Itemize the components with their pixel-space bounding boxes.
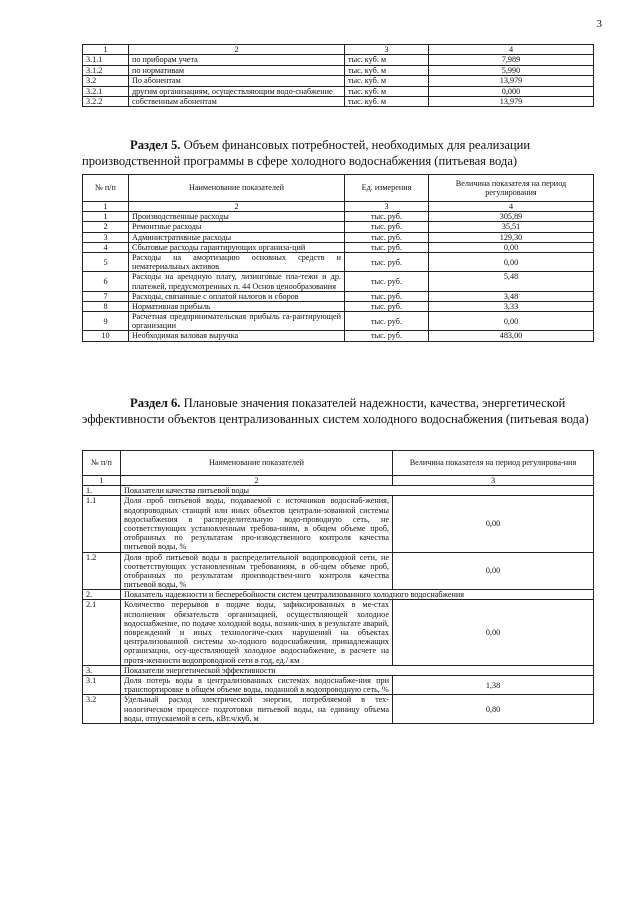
row-value: 305,89	[429, 212, 594, 222]
row-value: 0,00	[429, 242, 594, 252]
row-unit: тыс. руб.	[345, 301, 429, 311]
row-value: 5,48	[429, 272, 594, 291]
row-name: Расходы, связанные с оплатой налогов и сборов	[129, 291, 345, 301]
table-row	[83, 272, 594, 291]
row-name: Доля проб питьевой воды, подаваемой с источников водоснаб-жения, водопроводных станций или иных объектов централи-зованной системы водоснабжения в распределительную водо-проводную сеть, не соответствующих установленным требова-ниям, в общем объеме проб, отобранных по результатам про-изводственного контроля качества питьевой воды, %	[121, 496, 393, 552]
table-header-row	[83, 451, 594, 476]
row-number: 8	[83, 301, 129, 311]
row-unit: тыс. куб. м	[345, 76, 429, 86]
row-name: По абонентам	[129, 76, 345, 86]
row-value: 0,00	[429, 252, 594, 271]
table-row	[83, 96, 594, 106]
col-header-name: Наименование показателей	[121, 451, 393, 476]
row-number: 3.2.2	[83, 96, 129, 106]
row-value: 7,989	[429, 55, 594, 65]
table-header-row	[83, 45, 594, 55]
table-row	[83, 55, 594, 65]
col-header-unit: Ед. измерения	[345, 175, 429, 202]
row-name: Ремонтные расходы	[129, 222, 345, 232]
row-name: Административные расходы	[129, 232, 345, 242]
col-header-value: Величина показателя на период регулирова-ния	[393, 451, 594, 476]
group-title: Показатели энергетической эффективности	[121, 665, 594, 675]
table-row	[83, 252, 594, 271]
row-number: 3.2	[83, 695, 121, 724]
row-unit: тыс. руб.	[345, 312, 429, 331]
group-title: Показатели качества питьевой воды	[121, 486, 594, 496]
table-row	[83, 291, 594, 301]
row-value: 0,00	[393, 600, 594, 665]
row-name: Нормативная прибыль	[129, 301, 345, 311]
col-number-4: 4	[429, 45, 594, 55]
col-header-name: Наименование показателей	[129, 175, 345, 202]
row-unit: тыс. куб. м	[345, 86, 429, 96]
table-row	[83, 232, 594, 242]
row-number: 1.1	[83, 496, 121, 552]
performance-indicators-table	[82, 450, 594, 724]
financial-needs-table	[82, 174, 594, 342]
col-header-value: Величина показателя на период регулирования	[429, 175, 594, 202]
row-number: 3.2	[83, 76, 129, 86]
row-unit: тыс. куб. м	[345, 55, 429, 65]
table-row	[83, 552, 594, 590]
row-value: 5,990	[429, 65, 594, 75]
row-unit: тыс. руб.	[345, 331, 429, 341]
row-name: Необходимая валовая выручка	[129, 331, 345, 341]
table-row	[83, 242, 594, 252]
row-unit: тыс. руб.	[345, 272, 429, 291]
row-value: 483,00	[429, 331, 594, 341]
col-number-3: 3	[393, 476, 594, 486]
section-6-heading	[82, 396, 594, 427]
col-header-number: № п/п	[83, 451, 121, 476]
row-name: другим организациям, осуществляющим водо-снабжение	[129, 86, 345, 96]
col-number-row	[83, 476, 594, 486]
row-name: Расходы на арендную плату, лизинговые пла-тежи и др. платежей, предусмотренных п. 44 Основ ценообразования	[129, 272, 345, 291]
row-number: 3.	[83, 665, 121, 675]
row-value: 0,80	[393, 695, 594, 724]
row-name: Количество перерывов в подаче воды, зафиксированных в ме-стах исполнения обязательств организацией, осуществляющей холодное водоснабжение, по подаче холодной воды, возник-ших в результате аварий, повреждений и иных технологиче-ских нарушений на объектах централизованной системы хо-лодного водоснабжения, принадлежащих организации, осу-ществляющей холодное водоснабжение, в расчете на протя-женности водопроводной сети в год, ед./ км	[121, 600, 393, 665]
row-value: 0,00	[393, 496, 594, 552]
row-number: 1.2	[83, 552, 121, 590]
row-number: 2	[83, 222, 129, 232]
row-number: 5	[83, 252, 129, 271]
row-name: Расчетная предпринимательская прибыль га-рантирующей организации	[129, 312, 345, 331]
row-number: 2.	[83, 590, 121, 600]
row-number: 10	[83, 331, 129, 341]
row-name: собственным абонентам	[129, 96, 345, 106]
col-number-3: 3	[345, 202, 429, 212]
row-unit: тыс. руб.	[345, 291, 429, 301]
row-value: 13,979	[429, 96, 594, 106]
row-name: по нормативам	[129, 65, 345, 75]
col-header-number: № п/п	[83, 175, 129, 202]
table-row	[83, 76, 594, 86]
table-row	[83, 675, 594, 694]
row-unit: тыс. куб. м	[345, 96, 429, 106]
row-value: 0,000	[429, 86, 594, 96]
row-name: по приборам учета	[129, 55, 345, 65]
row-unit: тыс. руб.	[345, 252, 429, 271]
row-value: 3,48	[429, 291, 594, 301]
col-number-1: 1	[83, 202, 129, 212]
col-number-3: 3	[345, 45, 429, 55]
table-row	[83, 312, 594, 331]
table-row	[83, 301, 594, 311]
section-5-heading	[82, 138, 594, 169]
row-number: 3.1	[83, 675, 121, 694]
row-number: 4	[83, 242, 129, 252]
row-number: 3.1.1	[83, 55, 129, 65]
table-row	[83, 331, 594, 341]
col-number-2: 2	[129, 202, 345, 212]
table-header-row	[83, 175, 594, 202]
section-5-label: Раздел 5.	[130, 138, 181, 152]
row-name: Расходы на амортизацию основных средств и нематериальных активов	[129, 252, 345, 271]
row-number: 9	[83, 312, 129, 331]
row-value: 0,00	[429, 312, 594, 331]
section-6-title: Плановые значения показателей надежности, качества, энергетической эффективности объектов централизованных систем холодного водоснабжения (питьевая вода)	[82, 396, 589, 426]
row-value: 1,38	[393, 675, 594, 694]
row-number: 7	[83, 291, 129, 301]
table-row	[83, 600, 594, 665]
row-number: 2.1	[83, 600, 121, 665]
col-number-2: 2	[121, 476, 393, 486]
col-number-4: 4	[429, 202, 594, 212]
row-value: 13,979	[429, 76, 594, 86]
table-row	[83, 86, 594, 96]
group-row	[83, 590, 594, 600]
table-row	[83, 212, 594, 222]
section-6-label: Раздел 6.	[130, 396, 181, 410]
group-row	[83, 486, 594, 496]
row-number: 3.2.1	[83, 86, 129, 96]
row-name: Доля проб питьевой воды в распределительной водопроводной сети, не соответствующих установленным требованиям, в об-щем объеме проб, отобранных по результатам производствен-ного контроля качества питьевой воды, %	[121, 552, 393, 590]
row-value: 129,30	[429, 232, 594, 242]
row-number: 1	[83, 212, 129, 222]
table-row	[83, 222, 594, 232]
row-unit: тыс. руб.	[345, 212, 429, 222]
row-number: 3.1.2	[83, 65, 129, 75]
table-row	[83, 496, 594, 552]
row-name: Сбытовые расходы гарантирующих организа-ций	[129, 242, 345, 252]
page-number: 3	[596, 18, 602, 30]
row-unit: тыс. руб.	[345, 232, 429, 242]
group-row	[83, 665, 594, 675]
group-title: Показатель надежности и бесперебойности систем централизованного холодного водоснабжения	[121, 590, 594, 600]
row-unit: тыс. руб.	[345, 222, 429, 232]
col-number-1: 1	[83, 45, 129, 55]
section-5-title: Объем финансовых потребностей, необходимых для реализации производственной программы в сфере холодного водоснабжения (питьевая вода)	[82, 138, 531, 168]
col-number-2: 2	[129, 45, 345, 55]
row-name: Доля потерь воды в централизованных системах водоснабже-ния при транспортировке в общем объеме воды, поданной в водопроводную сеть, %	[121, 675, 393, 694]
row-number: 1.	[83, 486, 121, 496]
col-number-1: 1	[83, 476, 121, 486]
row-number: 6	[83, 272, 129, 291]
row-name: Производственные расходы	[129, 212, 345, 222]
col-number-row	[83, 202, 594, 212]
row-unit: тыс. куб. м	[345, 65, 429, 75]
table-row	[83, 65, 594, 75]
row-number: 3	[83, 232, 129, 242]
row-unit: тыс. руб.	[345, 242, 429, 252]
water-volume-table	[82, 44, 594, 107]
row-value: 3,33	[429, 301, 594, 311]
table-row	[83, 695, 594, 724]
row-value: 0,00	[393, 552, 594, 590]
row-value: 35,51	[429, 222, 594, 232]
row-name: Удельный расход электрической энергии, потребляемой в тех-нологическом процессе подготовки питьевой воды, на единицу объема воды, отпускаемой в сеть, кВт.ч/куб. м	[121, 695, 393, 724]
